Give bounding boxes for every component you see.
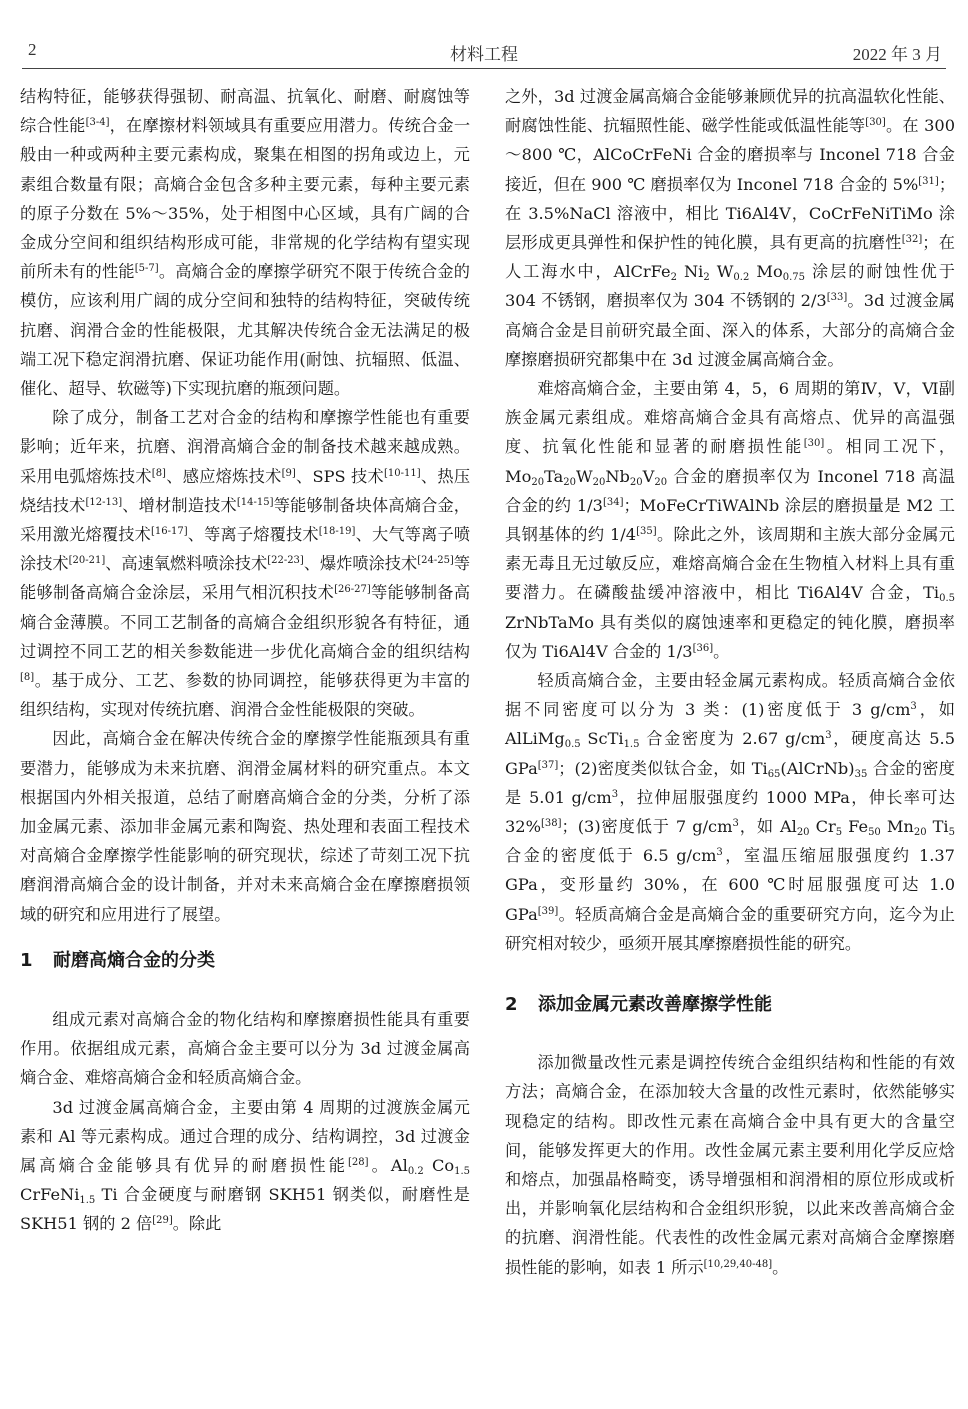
citation: [18-19] [318,526,356,538]
issue-date: 2022 年 3 月 [852,45,942,64]
paragraph: 结构特征，能够获得强韧、耐高温、抗氧化、耐磨、耐腐蚀等综合性能[3-4]，在摩擦材料领域具有重要应用潜力。传统合金一般由一种或两种主要元素构成，聚集在相图的拐角或边上，元素组合数量有限；高熵合金包含多种主要元素，每种主要元素的原子分数在 5%～35%，处于相图中心区域，具有广阔的合金成分空间和组织结构形成可能，非常规的化学结构有望实现前所未有的性能[5-7]。高熵合金的摩擦学研究不限于传统合金的模仿，应该利用广阔的成分空间和独特的结构特征，突破传统抗磨、润滑合金的性能极限，尤其解决传统合金无法满足的极端工况下稳定润滑抗磨、保证功能作用(耐蚀、抗辐照、低温、催化、超导、软磁等)下实现抗磨的瓶颈问题。 [20,87,471,399]
citation: [29] [152,1215,173,1227]
citation: [3-4] [85,117,110,129]
citation: [36] [692,642,714,654]
citation: [20-21] [68,555,106,567]
paragraph: 3d 过渡金属高熵合金，主要由第 4 周期的过渡族金属元素和 Al 等元素构成。通过合理的成分、结构调控，3d 过渡金属高熵合金能够具有优异的耐磨损性能[28]。$Al_{0.2}$ $Co_{1.5}$ CrFeNi$_{1.5}$ Ti 合金硬度与耐磨钢 SKH51 钢类似，耐磨性是 SKH51 钢的 2 倍[29]。除此 [20,1097,471,1234]
citation: [35] [636,526,657,538]
citation: [30] [865,117,886,129]
citation: [31] [918,175,939,187]
citation: [32] [901,234,923,246]
citation: [14-15] [236,496,274,508]
right-column [505,82,955,1282]
citation: [30] [803,438,825,450]
section-heading-2: 2 添加金属元素改善摩擦学性能 [505,994,772,1016]
citation: [5-7] [134,263,159,275]
citation: [12-13] [85,496,123,508]
journal-title: 材料工程 [450,45,518,64]
header-rule [22,68,946,69]
citation: [22-23] [267,555,304,567]
citation: [39] [537,905,559,917]
citation: [38] [540,818,562,830]
page-header [22,40,946,66]
citation: [10,29,40-48] [703,1258,773,1270]
left-column [20,82,470,1239]
citation: [9] [281,467,296,479]
citation: [8] [20,672,35,684]
paragraph: 组成元素对高熵合金的物化结构和摩擦磨损性能具有重要作用。依据组成元素，高熵合金主要可以分为 3d 过渡金属高熵合金、难熔高熵合金和轻质高熵合金。 [20,1009,470,1088]
citation: [8] [151,467,166,479]
paragraph: 因此，高熵合金在解决传统合金的摩擦学性能瓶颈具有重要潜力，能够成为未来抗磨、润滑金属材料的研究重点。本文根据国内外相关报道，总结了耐磨高熵合金的分类，分析了添加金属元素、添加非金属元素和陶瓷、热处理和表面工程技术对高熵合金摩擦学性能影响的研究现状，综述了苛刻工况下抗磨润滑高熵合金的设计制备，并对未来高熵合金在摩擦磨损领域的研究和应用进行了展望。 [20,729,470,924]
citation: [16-17] [150,526,188,538]
citation: [24-25] [417,555,454,567]
paragraph: 之外，3d 过渡金属高熵合金能够兼顾优异的抗高温软化性能、耐腐蚀性能、抗辐照性能、磁学性能或低温性能等[30]。在 300～800 ℃，AlCoCrFeNi 合金的磨损率与 Inconel 718 合金接近，但在 900 ℃ 磨损率仅为 Inconel 718 合金的 5%[31]；在 3.5%NaCl 溶液中，相比 Ti6Al4V，CoCrFeNiTiMo 涂层形成更具弹性和保护性的钝化膜，具有更高的抗磨性[32]；在人工海水中，AlCrFe$_2$ $Ni_2$ $W_{0.2}$ $Mo_{0.75}$ 涂层的耐蚀性优于 304 不锈钢，磨损率仅为 304 不锈钢的 2/3[33]。3d 过渡金属高熵合金是目前研究最全面、深入的体系，大部分的高熵合金摩擦磨损研究都集中在 3d 过渡金属高熵合金。 [505,87,956,369]
citation: [10-11] [383,467,421,479]
citation: [28] [348,1156,369,1168]
section-heading-1: 1 耐磨高熵合金的分类 [20,949,215,971]
citation: [37] [537,759,559,771]
citation: [34] [602,496,624,508]
paragraph: 难熔高熵合金，主要由第 4，5，6 周期的第Ⅳ，Ⅴ，Ⅵ副族金属元素组成。难熔高熵合金具有高熔点、优异的高温强度、抗氧化性能和显著的耐磨损性能[30]。相同工况下，$Mo_{20}Ta_{20}W_{20}Nb_{20}V_{20}$ 合金的磨损率仅为 Inconel 718 高温合金的约 1/3[34]；MoFeCrTiWAlNb 涂层的磨损量是 M2 工具钢基体的约 1/4[35]。除此之外，该周期和主族大部分金属元素无毒且无过敏反应，难熔高熵合金在生物植入材料上具有重要潜力。在磷酸盐缓冲溶液中，相比 Ti6Al4V 合金，$Ti_{0.5}$ ZrNbTaMo 具有类似的腐蚀速率和更稳定的钝化膜，磨损率仅为 Ti6Al4V 合金的 1/3[36]。 [505,379,956,661]
paragraph: 添加微量改性元素是调控传统合金组织结构和性能的有效方法；高熵合金，在添加较大含量的改性元素时，依然能够实现稳定的结构。即改性元素在高熵合金中具有更大的含量空间，能够发挥更大的作用。改性金属元素主要利用化学反应焓和熔点，加强晶格畸变，诱导增强相和润滑相的原位形成或析出，并影响氧化层结构和合金组织形貌，以此来改善高熵合金的抗磨、润滑性能。代表性的改性金属元素对高熵合金摩擦磨损性能的影响，如表 1 所示[10,29,40-48]。 [505,1053,955,1277]
citation: [33] [826,292,848,304]
page-number: 2 [28,40,37,59]
citation: [26-27] [334,584,371,596]
paragraph: 轻质高熵合金，主要由轻金属元素构成。轻质高熵合金依据不同密度可以分为 3 类：(1)密度低于 3 $g/cm^3$，如 AlLiMg$_{0.5}$ ScTi$_{1.5}$ 合金密度为 2.67 $g/cm^3$，硬度高达 5.5 GPa[37]；(2)密度类似钛合金，如 $Ti_{65}(AlCrNb)_{35}$ 合金的密度是 5.01 $g/cm^3$，拉伸屈服强度约 1000 MPa，伸长率可达 32%[38]；(3)密度低于 7 $g/cm^3$，如 $Al_{20}$ $Cr_5$ $Fe_{50}$ $Mn_{20}$ $Ti_5$ 合金的密度低于 6.5 $g/cm^3$，室温压缩屈服强度约 1.37 GPa，变形量约 30%，在 600 ℃时屈服强度可达 1.0 GPa[39]。轻质高熵合金是高熵合金的重要研究方向，迄今为止研究相对较少，亟须开展其摩擦磨损性能的研究。 [505,671,955,953]
paragraph: 除了成分，制备工艺对合金的结构和摩擦学性能也有重要影响；近年来，抗磨、润滑高熵合金的制备技术越来越成熟。采用电弧熔炼技术[8]、感应熔炼技术[9]、SPS 技术[10-11]、热压烧结技术[12-13]、增材制造技术[14-15]等能够制备块体高熵合金，采用激光熔覆技术[16-17]、等离子熔覆技术[18-19]、大气等离子喷涂技术[20-21]、高速氧燃料喷涂技术[22-23]、爆炸喷涂技术[24-25]等能够制备高熵合金涂层，采用气相沉积技术[26-27]等能够制备高熵合金薄膜。不同工艺制备的高熵合金组织形貌各有特征，通过调控不同工艺的相关参数能进一步优化高熵合金的组织结构[8]。基于成分、工艺、参数的协同调控，能够获得更为丰富的组织结构，实现对传统抗磨、润滑合金性能极限的突破。 [20,408,471,720]
